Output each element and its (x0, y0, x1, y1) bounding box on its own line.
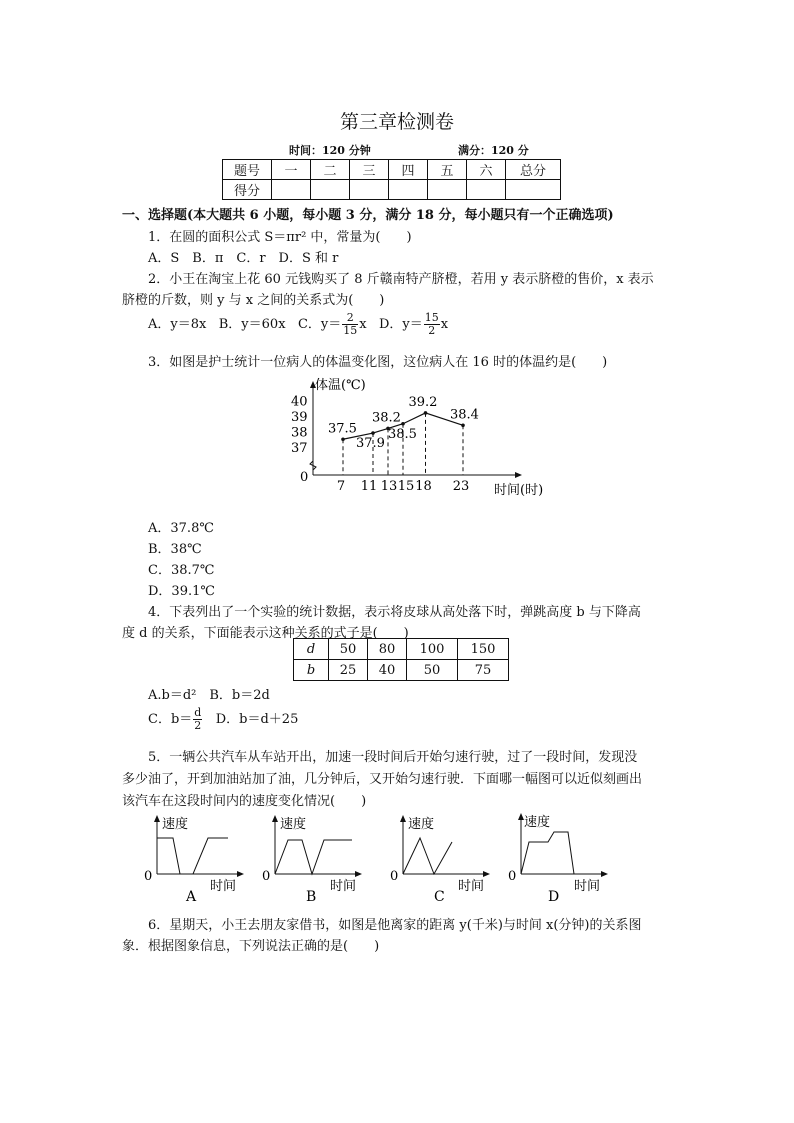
q5-stem: 该汽车在这段时间内的速度变化情况( ) (122, 794, 367, 809)
q4-stem: 4．下表列出了一个实验的统计数据，表示将皮球从高处落下时，弹跳高度 b 与下降高 (148, 605, 641, 620)
numerator: d (194, 706, 202, 719)
table-cell: 100 (407, 639, 458, 660)
y-label: 速度 (524, 815, 551, 830)
table-cell: 50 (329, 639, 368, 660)
x-label: 时间 (574, 879, 601, 894)
graph-letter: D (548, 889, 560, 902)
q1-stem: 1．在圆的面积公式 S＝πr² 中，常量为( ) (148, 230, 412, 245)
data-point (341, 437, 345, 441)
y-label: 速度 (408, 817, 435, 832)
q4-option-d: D．b＝d＋25 (215, 712, 299, 727)
score-cell: 二 (311, 160, 350, 180)
y-label: 速度 (162, 817, 189, 832)
speed-graph-c (386, 812, 496, 902)
table-cell: 25 (329, 660, 368, 681)
origin-label: 0 (390, 869, 399, 884)
speed-line (403, 838, 452, 874)
table-row (294, 660, 509, 681)
x-axis-arrow (515, 472, 522, 478)
numerator: 2 (342, 312, 358, 325)
speed-line (157, 838, 228, 874)
data-label: 37.9 (356, 436, 385, 452)
y-arrow (272, 815, 278, 822)
origin-label: 0 (144, 869, 153, 884)
y-tick-label: 40 (291, 394, 308, 410)
q4-options-cd (148, 707, 298, 733)
score-cell: 六 (467, 160, 506, 180)
data-point (424, 411, 428, 415)
fraction (193, 707, 202, 732)
q2-options (148, 312, 448, 338)
score-entry-cell[interactable] (350, 180, 389, 200)
q4-option-c: C．b＝ (148, 712, 193, 727)
data-point (401, 422, 405, 426)
numerator: 15 (424, 311, 439, 324)
data-label: 38.5 (388, 426, 417, 442)
origin-label: 0 (262, 869, 271, 884)
data-label: 37.5 (328, 421, 357, 437)
x-arrow (237, 871, 244, 877)
score-entry-cell[interactable] (428, 180, 467, 200)
q2-stem: 2．小王在淘宝上花 60 元钱购买了 8 斤赣南特产脐橙，若用 y 表示脐橙的售价，x 表示 (148, 272, 654, 287)
q6-stem: 6．星期天，小王去朋友家借书，如图是他离家的距离 y(千米)与时间 x(分钟)的关系图 (148, 918, 642, 933)
q3-option-c: C．38.7℃ (148, 563, 215, 578)
score-cell: 五 (428, 160, 467, 180)
experiment-table (293, 638, 509, 681)
section-heading: 一、选择题(本大题共 6 小题，每小题 3 分，满分 18 分，每小题只有一个正确选项) (122, 208, 614, 223)
speed-line (521, 832, 574, 874)
x-arrow (355, 871, 362, 877)
y-arrow (154, 815, 160, 822)
score-table-blank-row (223, 180, 561, 200)
q3-option-d: D．39.1℃ (148, 584, 215, 599)
temperature-chart (280, 375, 570, 505)
data-label: 38.4 (450, 407, 479, 423)
origin-label: 0 (300, 470, 309, 485)
score-entry-cell[interactable] (506, 180, 561, 200)
y-label: 速度 (280, 817, 307, 832)
q5-stem: 5．一辆公共汽车从车站开出，加速一段时间后开始匀速行驶，过了一段时间，发现没 (148, 750, 638, 765)
q2-option-c: C．y＝ (297, 317, 342, 332)
x-tick-label: 7 (336, 479, 346, 494)
table-cell: 50 (407, 660, 458, 681)
origin-label: 0 (508, 869, 517, 884)
variable: x (440, 317, 449, 332)
speed-graph-b (258, 812, 368, 902)
score-entry-cell[interactable] (467, 180, 506, 200)
denominator: 2 (194, 719, 202, 732)
x-arrow (483, 871, 490, 877)
x-tick-label: 11 (360, 479, 378, 494)
data-label: 39.2 (408, 394, 438, 410)
score-entry-cell[interactable] (389, 180, 428, 200)
table-cell: b (294, 660, 329, 681)
x-label: 时间 (458, 879, 485, 894)
full-score: 满分：120 分 (458, 144, 529, 157)
table-cell: 80 (368, 639, 407, 660)
table-cell: d (294, 639, 329, 660)
table-row (294, 639, 509, 660)
x-tick-label: 15 (397, 479, 415, 494)
q6-stem: 象．根据图象信息，下列说法正确的是( ) (122, 939, 380, 954)
data-point (461, 424, 465, 428)
score-table (222, 159, 561, 200)
y-axis-label: 体温(℃) (315, 378, 366, 393)
table-cell: 40 (368, 660, 407, 681)
score-cell: 总分 (506, 160, 561, 180)
graph-letter: B (306, 889, 317, 902)
table-cell: 150 (458, 639, 509, 660)
x-axis-label: 时间(时) (494, 483, 544, 498)
y-tick-label: 39 (291, 410, 308, 425)
q5-stem: 多少油了，开到加油站加了油，几分钟后，又开始匀速行驶．下面哪一幅图可以近似刻画出 (122, 772, 643, 787)
variable: x (359, 317, 367, 332)
q2-stem: 脐橙的斤数，则 y 与 x 之间的关系式为( ) (122, 293, 385, 308)
denominator: 15 (343, 324, 358, 337)
y-tick-label: 37 (291, 441, 308, 456)
denominator: 2 (428, 324, 436, 337)
q4-stem: 度 d 的关系，下面能表示这种关系的式子是( ) (122, 626, 409, 641)
speed-graph-a (140, 812, 250, 902)
score-cell: 四 (389, 160, 428, 180)
score-table-header-row (223, 160, 561, 180)
q1-options: A．S B．π C．r D．S 和 r (148, 251, 339, 266)
fraction (342, 312, 358, 337)
q4-options-ab: A.b＝d² B．b＝2d (148, 688, 270, 703)
speed-line (275, 840, 352, 874)
x-label: 时间 (330, 879, 357, 894)
speed-graph-d (504, 808, 614, 902)
graph-letter: C (434, 889, 445, 902)
x-tick-label: 13 (380, 479, 398, 494)
fraction (424, 312, 440, 337)
score-cell: 三 (350, 160, 389, 180)
data-label: 38.2 (372, 410, 401, 426)
page-title: 第三章检测卷 (339, 111, 454, 133)
score-entry-cell[interactable] (311, 180, 350, 200)
data-point (371, 431, 375, 435)
score-entry-cell[interactable] (272, 180, 311, 200)
q3-option-b: B．38℃ (148, 542, 202, 557)
q2-option-d: D．y＝ (378, 317, 423, 332)
x-arrow (601, 871, 608, 877)
y-tick-label: 38 (291, 425, 308, 441)
table-cell: 75 (458, 660, 509, 681)
graph-letter: A (186, 889, 197, 902)
y-arrow (400, 815, 406, 822)
q3-option-a: A．37.8℃ (148, 521, 214, 536)
x-tick-label: 18 (415, 479, 432, 494)
score-cell: 一 (272, 160, 311, 180)
x-tick-label: 23 (452, 479, 470, 494)
q2-option-a: A．y＝8x (148, 317, 207, 332)
q2-option-b: B．y＝60x (218, 317, 286, 332)
score-cell: 得分 (223, 180, 272, 200)
q3-stem: 3．如图是护士统计一位病人的体温变化图，这位病人在 16 时的体温约是( ) (148, 355, 608, 370)
score-cell: 题号 (223, 160, 272, 180)
x-label: 时间 (210, 879, 237, 894)
time-limit: 时间：120 分钟 (289, 144, 371, 157)
